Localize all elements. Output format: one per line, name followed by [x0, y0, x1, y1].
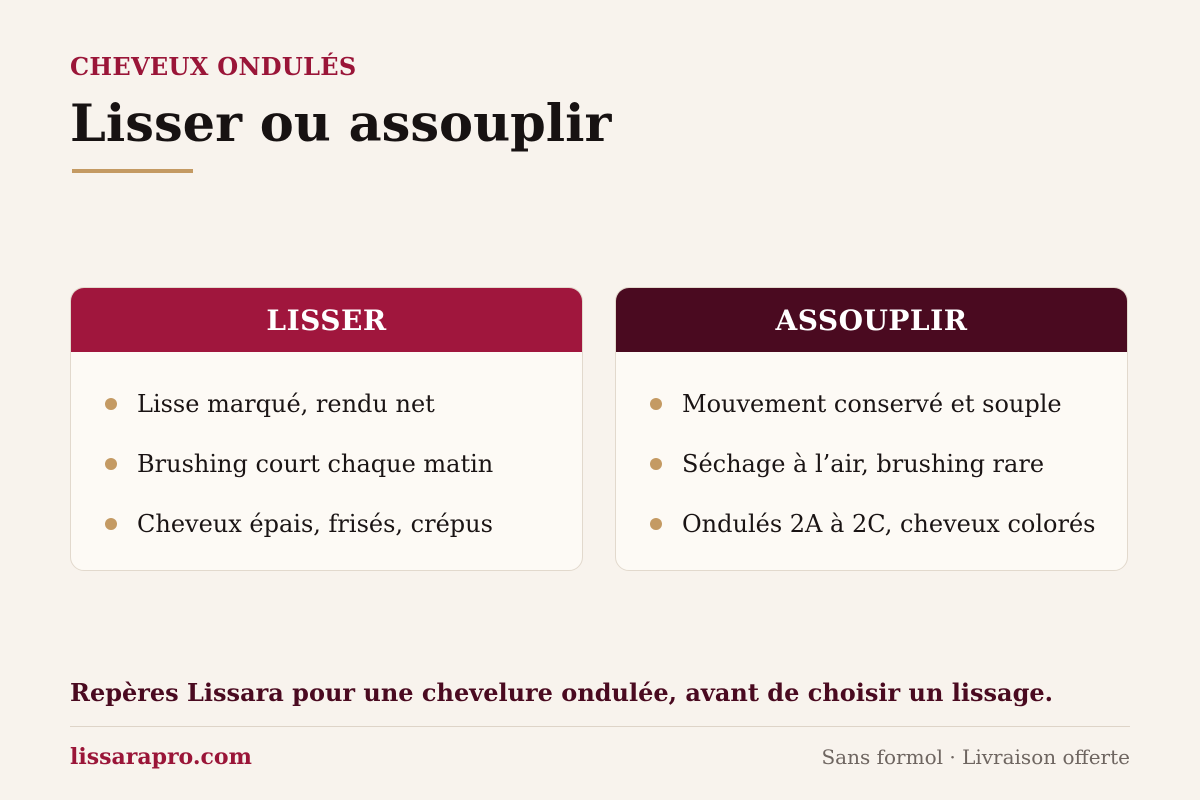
list-item-text: Cheveux épais, frisés, crépus: [137, 510, 493, 538]
card-lisser: [70, 287, 583, 571]
list-item-text: Séchage à l’air, brushing rare: [682, 450, 1045, 478]
list-item-text: Brushing court chaque matin: [137, 450, 494, 478]
bullet-dot-icon: [105, 518, 117, 530]
list-item-text: Ondulés 2A à 2C, cheveux colorés: [682, 510, 1096, 538]
list-item: [616, 434, 1127, 494]
card-assouplir-list: [616, 352, 1127, 554]
bullet-dot-icon: [650, 398, 662, 410]
list-item: [616, 374, 1127, 434]
bullet-dot-icon: [650, 518, 662, 530]
list-item: [71, 374, 582, 434]
bullet-dot-icon: [650, 458, 662, 470]
footer-divider: [70, 726, 1130, 727]
bullet-dot-icon: [105, 458, 117, 470]
list-item-text: Lisse marqué, rendu net: [137, 390, 435, 418]
list-item: [616, 494, 1127, 554]
title-underline: [72, 169, 193, 173]
card-lisser-heading: LISSER: [71, 288, 582, 352]
footer-meta: Sans formol · Livraison offerte: [821, 745, 1130, 769]
card-assouplir-heading: ASSOUPLIR: [616, 288, 1127, 352]
list-item: [71, 434, 582, 494]
page-title: Lisser ou assouplir: [70, 94, 612, 154]
list-item: [71, 494, 582, 554]
card-assouplir: [615, 287, 1128, 571]
list-item-text: Mouvement conservé et souple: [682, 390, 1062, 418]
site-link[interactable]: lissarapro.com: [70, 744, 252, 770]
tagline: Repères Lissara pour une chevelure ondulée, avant de choisir un lissage.: [70, 678, 1053, 707]
card-lisser-list: [71, 352, 582, 554]
bullet-dot-icon: [105, 398, 117, 410]
eyebrow-label: CHEVEUX ONDULÉS: [70, 52, 357, 81]
